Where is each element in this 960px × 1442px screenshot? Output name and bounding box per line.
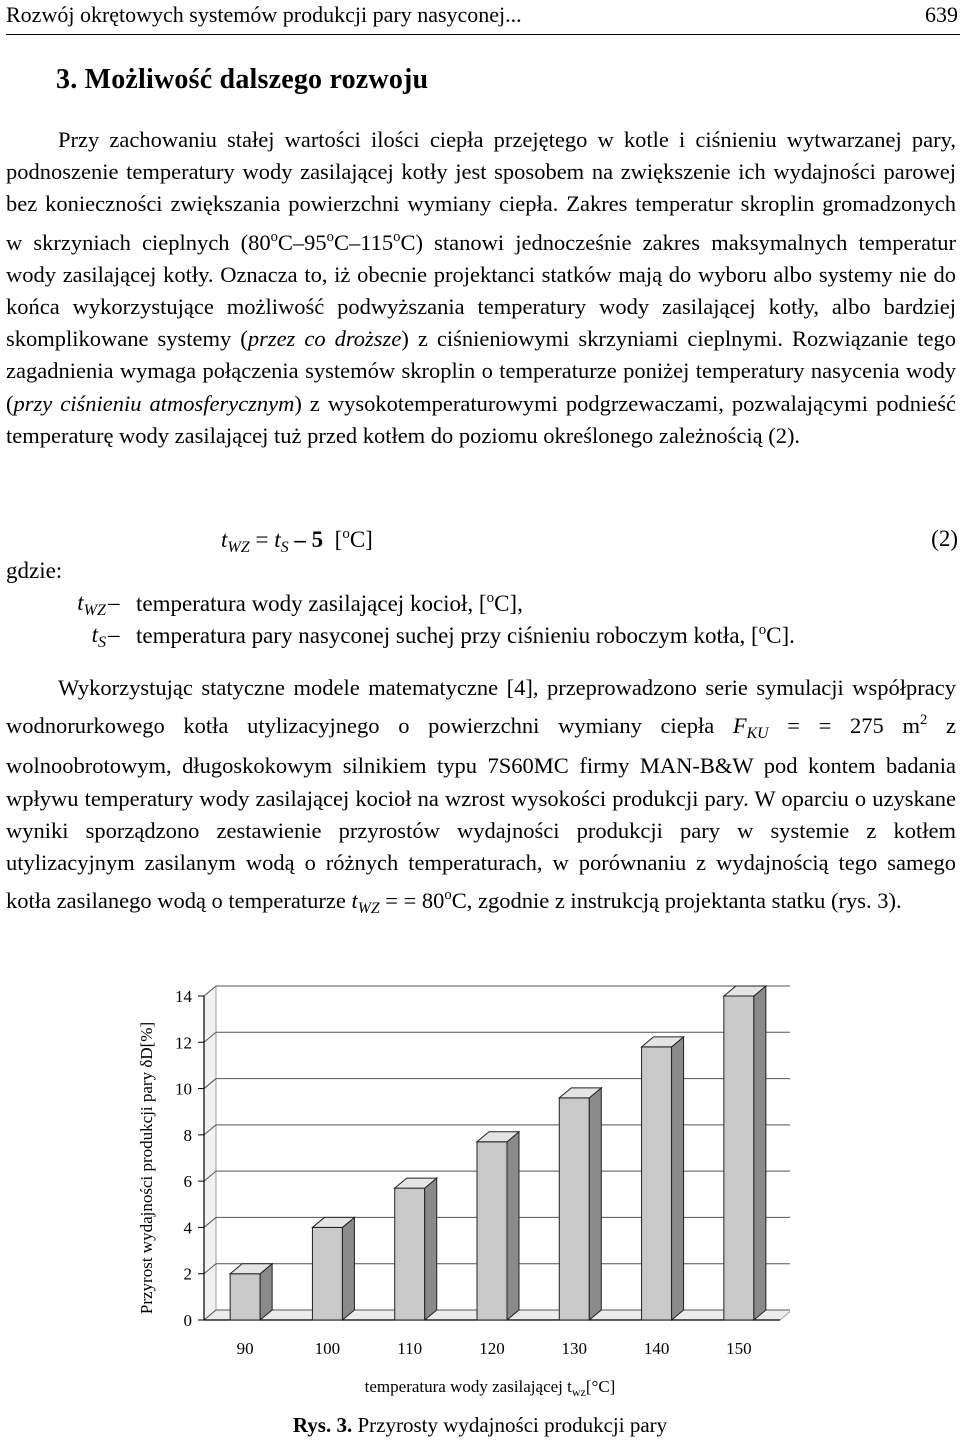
chart-side-wall xyxy=(204,986,216,1320)
def-text-body: temperatura wody zasilającej kocioł, [ xyxy=(136,591,487,616)
where-label: gdzie: xyxy=(6,558,63,583)
bar xyxy=(724,996,754,1320)
para1-text: Przy zachowaniu stałej wartości ilości ciepła przejętego w kotle i ciśnieniu wytwarzanej pary, podnoszenie temperatury wody zasilającej kotły jest sposobem na zwiększenie ich wydajności parowej bez konieczności zwiększania powierzchni wymiany ciepła. Zakres temperatur skroplin gromadzonych w skrzyniach cieplnych (80 xyxy=(6,127,956,255)
x-tick-label: 140 xyxy=(643,1339,670,1358)
def-symbol-letter: t xyxy=(77,590,84,615)
bar-side xyxy=(672,1037,684,1320)
bar-side xyxy=(754,986,766,1320)
eq-equals: = xyxy=(255,527,269,552)
x-axis-label-unit: [°C] xyxy=(585,1377,616,1396)
para2-text-3: z wolnoobrotowym, długoskokowym silnikiem typu 7S60MC firmy MAN-B&W pod kontem badania wpływu temperatury wody zasilającej kocioł na wzrost wysokości produkcji pary. W oparciu o uzyskane wyniki sporządzono zestawienie przyrostów wydajności produkcji pary w systemie z kotłem utylizacyjnym zasilanym wodą o różnych temperaturach, w porównaniu z wydajnością tego samego kotła zasilanego wodą o temperaturze xyxy=(6,713,956,914)
section-title: 3. Możliwość dalszego rozwoju xyxy=(56,64,429,95)
figure-caption xyxy=(0,1413,960,1438)
def-dash: – xyxy=(108,590,120,615)
def-symbol xyxy=(92,622,106,652)
caption-text: Przyrosty wydajności produkcji pary xyxy=(357,1413,668,1437)
def-dash: – xyxy=(108,622,120,647)
def-text-end: C]. xyxy=(766,623,795,648)
caption-label: Rys. 3. xyxy=(292,1413,353,1437)
eq-lhs-subscript: WZ xyxy=(227,539,250,556)
definition-row xyxy=(6,590,956,622)
equation-2 xyxy=(6,524,958,558)
y-tick-label: 4 xyxy=(183,1218,192,1238)
degree-mark: o xyxy=(393,228,401,245)
running-title: Rozwój okrętowych systemów produkcji pary nasyconej... xyxy=(6,2,522,27)
x-axis-label-sub: wz xyxy=(571,1385,586,1398)
eq-rhs-symbol: t xyxy=(274,527,281,552)
bar xyxy=(642,1047,672,1320)
degree-mark: o xyxy=(270,228,278,245)
bar xyxy=(559,1098,589,1320)
square-exponent: 2 xyxy=(919,712,928,729)
bar-side xyxy=(425,1178,437,1320)
para1-text-6: ) z wysokotemperaturowymi podgrzewaczami, pozwalającymi podnieść temperaturę wody zasilającej tuż przed kotłem do poziomu określonego zależnością (2). xyxy=(6,390,956,448)
x-axis-label-main: temperatura wody zasilającej t xyxy=(364,1377,572,1396)
para1-italic-2: przy ciśnieniu atmosferycznym xyxy=(13,390,295,416)
def-text xyxy=(136,622,795,649)
degree-mark: o xyxy=(326,228,334,245)
def-symbol xyxy=(77,590,106,620)
bar xyxy=(312,1227,342,1320)
y-axis-label: Przyrost wydajności produkcji pary δD[%] xyxy=(137,1021,156,1315)
para2-t-symbol: t xyxy=(351,888,358,914)
bar-side xyxy=(342,1217,354,1320)
x-tick-label: 100 xyxy=(314,1339,341,1358)
def-symbol-subscript: WZ xyxy=(83,602,106,619)
degree-mark: o xyxy=(444,887,452,904)
y-tick-label: 2 xyxy=(183,1264,192,1284)
definition-row xyxy=(6,622,956,654)
y-tick-label: 10 xyxy=(175,1079,192,1099)
para2-text-4: = = 80 xyxy=(379,888,445,914)
eq-lhs-symbol: t xyxy=(221,527,228,552)
equation-number: (2) xyxy=(931,526,958,551)
paragraph-1 xyxy=(6,124,956,452)
x-tick-label: 110 xyxy=(397,1339,423,1358)
para2-text-2: = = 275 m xyxy=(768,713,920,739)
bar xyxy=(395,1188,425,1320)
y-tick-label: 14 xyxy=(175,987,192,1006)
para2-F-subscript: KU xyxy=(746,725,769,743)
eq-unit-degree: o xyxy=(342,526,350,542)
running-header xyxy=(6,0,960,35)
eq-rhs-subscript: S xyxy=(280,539,289,556)
figure-3-chart xyxy=(130,958,790,1398)
x-axis-label xyxy=(365,1377,616,1398)
def-text-end: C], xyxy=(494,591,523,616)
degree-mark: o xyxy=(486,590,495,606)
bar xyxy=(230,1274,260,1320)
def-symbol-subscript: S xyxy=(97,634,106,651)
y-tick-label: 0 xyxy=(183,1311,192,1330)
paragraph-2 xyxy=(6,672,956,925)
para1-italic-1: przez co droższe xyxy=(247,326,402,352)
para1-text-4: C) stanowi jednocześnie zakres maksymalnych temperatur wody zasilającej kotły. Oznacza to, iż obecnie projektanci statków mają do wyboru albo systemy nie do końca wykorzystujące możliwość podwyższania temperatury wody zasilającej kotły, albo bardziej skomplikowane systemy ( xyxy=(6,229,956,352)
y-tick-label: 6 xyxy=(183,1172,192,1192)
degree-mark: o xyxy=(758,622,767,638)
x-tick-label: 120 xyxy=(479,1339,505,1358)
page-number: 639 xyxy=(925,2,958,27)
def-text xyxy=(136,590,523,617)
bar-side xyxy=(589,1088,601,1320)
eq-unit-close: C] xyxy=(349,527,373,552)
bar-side xyxy=(507,1132,519,1320)
bar-chart-svg xyxy=(130,958,790,1398)
y-tick-label: 12 xyxy=(175,1033,192,1053)
y-tick-label: 8 xyxy=(183,1125,192,1145)
def-symbol-letter: t xyxy=(91,622,98,647)
x-tick-label: 130 xyxy=(561,1339,588,1358)
x-tick-label: 150 xyxy=(726,1339,752,1358)
para2-text-5: C, zgodnie z instrukcją projektanta statku (rys. 3). xyxy=(451,888,902,914)
equation-expression xyxy=(221,526,373,557)
bar xyxy=(477,1142,507,1320)
eq-unit-open: [ xyxy=(334,527,343,552)
para1-text-3: C–115 xyxy=(333,229,394,255)
eq-minus-value: – 5 xyxy=(294,527,324,552)
para1-text-5: ) z ciśnieniowymi skrzyniami cieplnymi. Rozwiązanie tego zagadnienia wymaga połączenia systemów skroplin o temperaturze poniżej temperatury nasycenia wody ( xyxy=(6,326,956,416)
x-tick-label: 90 xyxy=(236,1339,254,1358)
para2-t-subscript: WZ xyxy=(357,900,380,918)
para2-F-symbol: F xyxy=(732,713,747,739)
def-text-body: temperatura pary nasyconej suchej przy ciśnieniu roboczym kotła, [ xyxy=(136,623,759,648)
para1-text-2: C–95 xyxy=(277,229,327,255)
para2-text-1: Wykorzystując statyczne modele matematyczne [4], przeprowadzono serie symulacji współpracy wodnorurkowego kotła utylizacyjnego o powierzchni wymiany ciepła xyxy=(6,675,956,739)
